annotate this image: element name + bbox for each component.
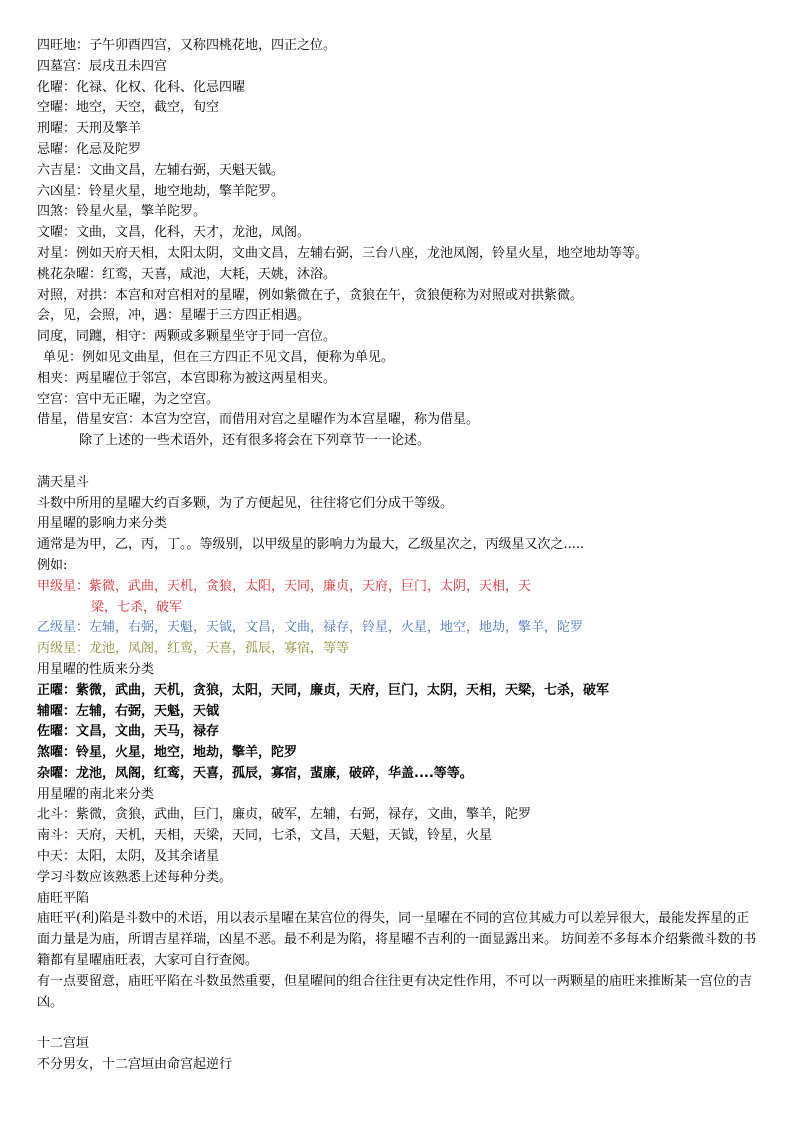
term-taohua: 桃花杂曜：红鸾，天喜，咸池，大耗，天姚，沐浴。 xyxy=(37,266,337,282)
study-note: 学习斗数应该熟悉上述每种分类。 xyxy=(37,869,233,885)
term-duixing: 对星：例如天府天相，太阳太阴，文曲文昌，左辅右弼，三台八座，龙池凤阁，铃星火星，地空地劫等等。 xyxy=(37,245,649,261)
subheading-influence: 用星曜的影响力来分类 xyxy=(37,516,168,532)
miaowang-paragraph-1: 庙旺平(利)陷是斗数中的术语，用以表示星曜在某宫位的得失，同一星曜在不同的宫位其威力可以差异很大，最能发挥星的正面力量是为庙，所谓吉星祥瑞，凶星不恶。最不利是为陷，将星曜不吉利的一面显露出来。 坊间差不多每本介绍紫微斗数的书籍都有星曜庙旺表，大家可自行查阅。 xyxy=(37,911,757,969)
term-siwang: 四旺地：子午卯酉四宫，又称四桃花地，四正之位。 xyxy=(37,38,337,53)
term-duizhao: 对照，对拱：本宫和对宫相对的星曜，例如紫微在子，贪狼在午，贪狼便称为对照或对拱紫微。 xyxy=(37,287,584,303)
sha-yao-line: 煞曜：铃星，火星，地空，地劫，擎羊，陀罗 xyxy=(37,745,298,761)
palaces-line-1: 不分男女，十二宫垣由命宫起逆行 xyxy=(37,1057,233,1073)
example-label: 例如: xyxy=(37,557,68,573)
term-danjian: 单见：例如见文曲星，但在三方四正不见文昌，便称为单见。 xyxy=(43,349,395,365)
terms-closing: 除了上述的一些术语外，还有很多将会在下列章节一一论述。 xyxy=(79,433,431,449)
term-simu: 四墓宫：辰戌丑未四宫 xyxy=(37,58,168,74)
term-kongyao: 空曜：地空，天空，截空，旬空 xyxy=(37,100,220,116)
term-tongdu: 同度，同躔，相守：两颗或多颗星坐守于同一宫位。 xyxy=(37,329,337,345)
term-jiyao: 忌曜：化忌及陀罗 xyxy=(37,141,142,157)
document-page xyxy=(37,36,757,1076)
term-xingyao: 刑曜：天刑及擎羊 xyxy=(37,121,142,137)
bei-dou-line: 北斗：紫微，贪狼，武曲，巨门，廉贞，破军，左辅，右弼，禄存，文曲，擎羊，陀罗 xyxy=(37,807,532,823)
term-wenyao: 文曜：文曲，文昌，化科，天才，龙池，凤阁。 xyxy=(37,225,311,241)
term-xiangjia: 相夹：两星曜位于邻宫，本宫即称为被这两星相夹。 xyxy=(37,370,337,386)
term-liuji: 六吉星：文曲文昌，左辅右弼，天魁天钺。 xyxy=(37,162,285,178)
za-yao-line: 杂曜：龙池，凤阁，红鸾，天喜，孤辰，寡宿，蜚廉，破碎，华盖....等等。 xyxy=(37,765,473,781)
subheading-direction: 用星曜的南北来分类 xyxy=(37,786,155,802)
zhong-tian-line: 中天：太阳，太阴，及其余诸星 xyxy=(37,849,220,865)
nan-dou-line: 南斗：天府，天机，天相，天梁，天同，七杀，文昌，天魁，天钺，铃星，火星 xyxy=(37,828,493,844)
term-sisha: 四煞：铃星火星，擎羊陀罗。 xyxy=(37,204,207,220)
term-jiexing: 借星，借星安宫：本宫为空宫，而借用对宫之星曜作为本宫星曜，称为借星。 xyxy=(37,412,480,428)
section-heading-miaowang: 庙旺平陷 xyxy=(37,890,90,906)
stars-intro: 斗数中所用的星曜大约百多颗，为了方便起见，往往将它们分成干等级。 xyxy=(37,495,454,511)
term-liuxiong: 六凶星：铃星火星，地空地劫，擎羊陀罗。 xyxy=(37,183,285,199)
jia-grade-line-1: 甲级星：紫微，武曲，天机，贪狼，太阳，天同，廉贞，天府，巨门，太阴，天相，天 xyxy=(37,578,532,594)
bing-grade-line: 丙级星：龙池，凤阁，红鸾，天喜，孤辰，寡宿，等等 xyxy=(37,641,350,657)
spacer xyxy=(37,452,757,473)
zuo-yao-line: 佐曜：文昌，文曲，天马，禄存 xyxy=(37,724,220,740)
term-kongwang: 空宫：宫中无正曜，为之空宫。 xyxy=(37,391,220,407)
term-hui: 会，见，会照，冲，遇：星曜于三方四正相遇。 xyxy=(37,308,311,324)
spacer xyxy=(37,1013,757,1034)
grades-text: 通常是为甲，乙，丙，丁。。等级别，以甲级星的影响力为最大，乙级星次之，丙级星又次之..... xyxy=(37,537,585,553)
section-heading-stars: 满天星斗 xyxy=(37,474,90,490)
subheading-nature: 用星曜的性质来分类 xyxy=(37,661,155,677)
term-huayao: 化曜：化禄、化权、化科、化忌四曜 xyxy=(37,79,246,95)
miaowang-paragraph-2: 有一点要留意，庙旺平陷在斗数虽然重要，但星曜间的组合往往更有决定性作用，不可以一两颗星的庙旺来推断某一宫位的吉凶。 xyxy=(37,973,753,1010)
jia-grade-line-2: 梁，七杀，破军 xyxy=(91,599,183,615)
yi-grade-line: 乙级星：左辅，右弼，天魁，天钺，文昌，文曲，禄存，铃星，火星，地空，地劫，擎羊，陀罗 xyxy=(37,620,584,636)
fu-yao-line: 辅曜：左辅，右弼，天魁，天钺 xyxy=(37,703,220,719)
zheng-yao-line: 正曜：紫微，武曲，天机，贪狼，太阳，天同，廉贞，天府，巨门，太阴，天相，天梁，七杀，破军 xyxy=(37,682,610,698)
section-heading-palaces: 十二宫垣 xyxy=(37,1036,90,1052)
